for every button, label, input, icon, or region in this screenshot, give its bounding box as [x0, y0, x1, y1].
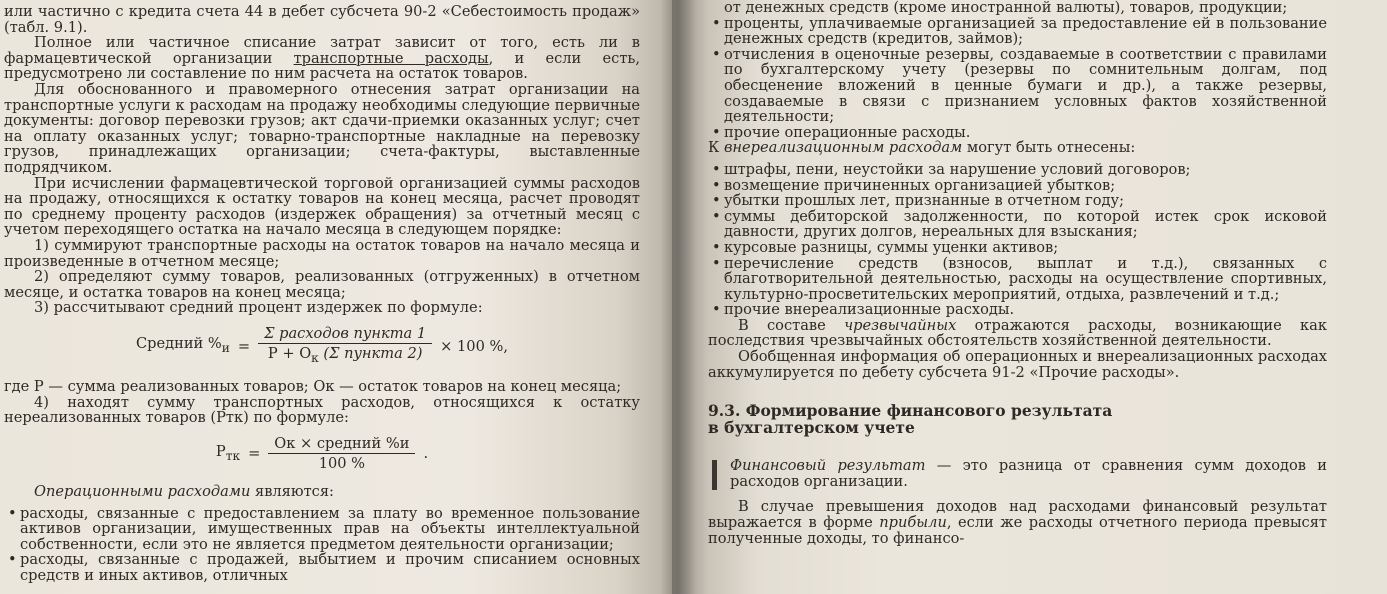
right-page — [672, 0, 1387, 594]
step-3: 3) рассчитывают средний процент издержек по формуле: — [34, 299, 483, 317]
formula-tail: × 100 %, — [440, 337, 509, 355]
italic-term: Финансовый результат — [730, 457, 926, 475]
italic-term: Операционными расходами — [34, 482, 251, 500]
list-item: • суммы дебиторской задолженности, по которой истек срок исковой давности, других долгов, нереальных для взыскания; — [708, 209, 1327, 240]
paragraph: Для обоснованного и правомерного отнесения затрат организации на транспортные услуги к расходам на продажу необходимы следующие первичные документы: договор перевозки грузов; акт сдачи-приемки оказанных услуг; счет на оплату оказанных услуг; товарно-транспортные накладные на перевозку грузов, принадлежащих организации; счета-фактуры, выставленные подрядчиком. — [4, 80, 640, 176]
list-item: • проценты, уплачиваемые организацией за предоставление ей в пользование денежных средств (кредитов, займов); — [708, 16, 1327, 47]
fraction — [268, 436, 415, 472]
italic-term: чрезвычайных — [844, 316, 957, 334]
list-item: • расходы, связанные с предоставлением за плату во временное пользование активов организации, имущественных прав на объекты интеллектуальной собственности, если это не является предметом деятельности организации; — [4, 506, 640, 553]
formula-end: . — [423, 445, 429, 463]
paragraph: К внереализационным расходам могут быть отнесены: — [708, 139, 1136, 157]
paragraph: При исчислении фармацевтической торговой организацией суммы расходов на продажу, относящихся к остатку товаров на конец месяца, расчет проводят по среднему проценту расходов (издержек обращения) за отчетный месяц с учетом переходящего остатка на начало месяца в следующем порядке: — [4, 174, 640, 239]
fraction — [258, 326, 432, 367]
left-page — [0, 0, 672, 594]
step-1: 1) суммируют транспортные расходы на остаток товаров на начало месяца и произведенные в отчетном месяце; — [4, 236, 640, 270]
formula-average-percent — [4, 326, 640, 367]
list-item: • штрафы, пени, неустойки за нарушение условий договоров; — [708, 162, 1327, 178]
list-item: • прочие операционные расходы. — [708, 125, 1327, 141]
numerator: Σ расходов пункта 1 — [258, 326, 432, 345]
paragraph — [4, 35, 640, 82]
denominator: 100 % — [318, 455, 366, 473]
denominator: $P + O_к$ (Σ пункта 2) — [267, 345, 423, 366]
list-item: • прочие внереализационные расходы. — [708, 302, 1327, 318]
equals-sign: = — [248, 445, 261, 463]
definition-marker — [712, 460, 717, 490]
paragraph: В составе чрезвычайных отражаются расходы, возникающие как последствия чрезвычайных обстоятельств хозяйственной деятельности. — [708, 316, 1327, 350]
list-item: • убытки прошлых лет, признанные в отчетном году; — [708, 193, 1327, 209]
formula-label: Средний $\%_и$ — [135, 335, 230, 356]
text-run: , и если есть, предусмотрено ли составление по ним расчета на остаток товаров. — [4, 49, 640, 83]
paragraph: Операционными расходами являются: — [34, 482, 334, 500]
section-heading: 9.3. Формирование финансового результата в бухгалтерском учете — [708, 401, 1113, 438]
underlined-term: транспортные расходы — [293, 49, 489, 67]
paragraph: от денежных средств (кроме иностранной валюты), товаров, продукции; — [724, 0, 1288, 16]
operating-expenses-list-cont — [708, 16, 1327, 141]
definition-box: Финансовый результат — это разница от сравнения сумм доходов и расходов организации. — [708, 458, 1327, 489]
paragraph: В случае превышения доходов над расходами финансовый результат выражается в форме прибыли, если же расходы отчетного периода превысят полученные доходы, то финансо- — [708, 498, 1328, 547]
step-4: 4) находят сумму транспортных расходов, относящихся к остатку нереализованных товаров (Pтк) по формуле: — [4, 393, 640, 427]
list-item: • расходы, связанные с продажей, выбытием и прочим списанием основных средств и иных активов, отличных — [4, 552, 640, 583]
non-operating-expenses-list — [708, 162, 1327, 318]
equals-sign: = — [237, 337, 251, 355]
numerator: Oк × средний %и — [268, 436, 415, 455]
italic-term: внереализационным расходам — [723, 139, 963, 157]
paragraph: где P — сумма реализованных товаров; Oк — остаток товаров на конец месяца; — [4, 377, 622, 395]
paragraph: Обобщенная информация об операционных и внереализационных расходах аккумулируется по дебету субсчета 91-2 «Прочие расходы». — [708, 348, 1327, 381]
list-item: • курсовые разницы, суммы уценки активов; — [708, 240, 1327, 256]
list-item: • возмещение причиненных организацией убытков; — [708, 178, 1327, 194]
operating-expenses-list — [4, 506, 640, 584]
list-item: • перечисление средств (взносов, выплат и т.д.), связанных с благотворительной деятельностью, расходы на осуществление спортивных, культурно-просветительских мероприятий, отдыха, развлечений и т.д.; — [708, 256, 1327, 303]
formula-label: $P_{тк}$ — [215, 442, 241, 463]
formula-transport-remainder — [4, 436, 640, 472]
text-run: Полное или частичное списание затрат зависит от того, есть ли в фармацевтической организации — [4, 34, 640, 67]
list-item: • отчисления в оценочные резервы, создаваемые в соответствии с правилами по бухгалтерскому учету (резервы по сомнительным долгам, под обесценение вложений в ценные бумаги и др.), а также резервы, создаваемые в связи с признанием условных фактов хозяйственной деятельности; — [708, 47, 1327, 125]
paragraph: или частично с кредита счета 44 в дебет субсчета 90-2 «Себестоимость продаж» (табл. 9.1). — [4, 3, 640, 36]
step-2: 2) определяют сумму товаров, реализованных (отгруженных) в отчетном месяце, и остатка товаров на конец месяца; — [4, 268, 640, 301]
italic-term: прибыли — [879, 514, 947, 532]
